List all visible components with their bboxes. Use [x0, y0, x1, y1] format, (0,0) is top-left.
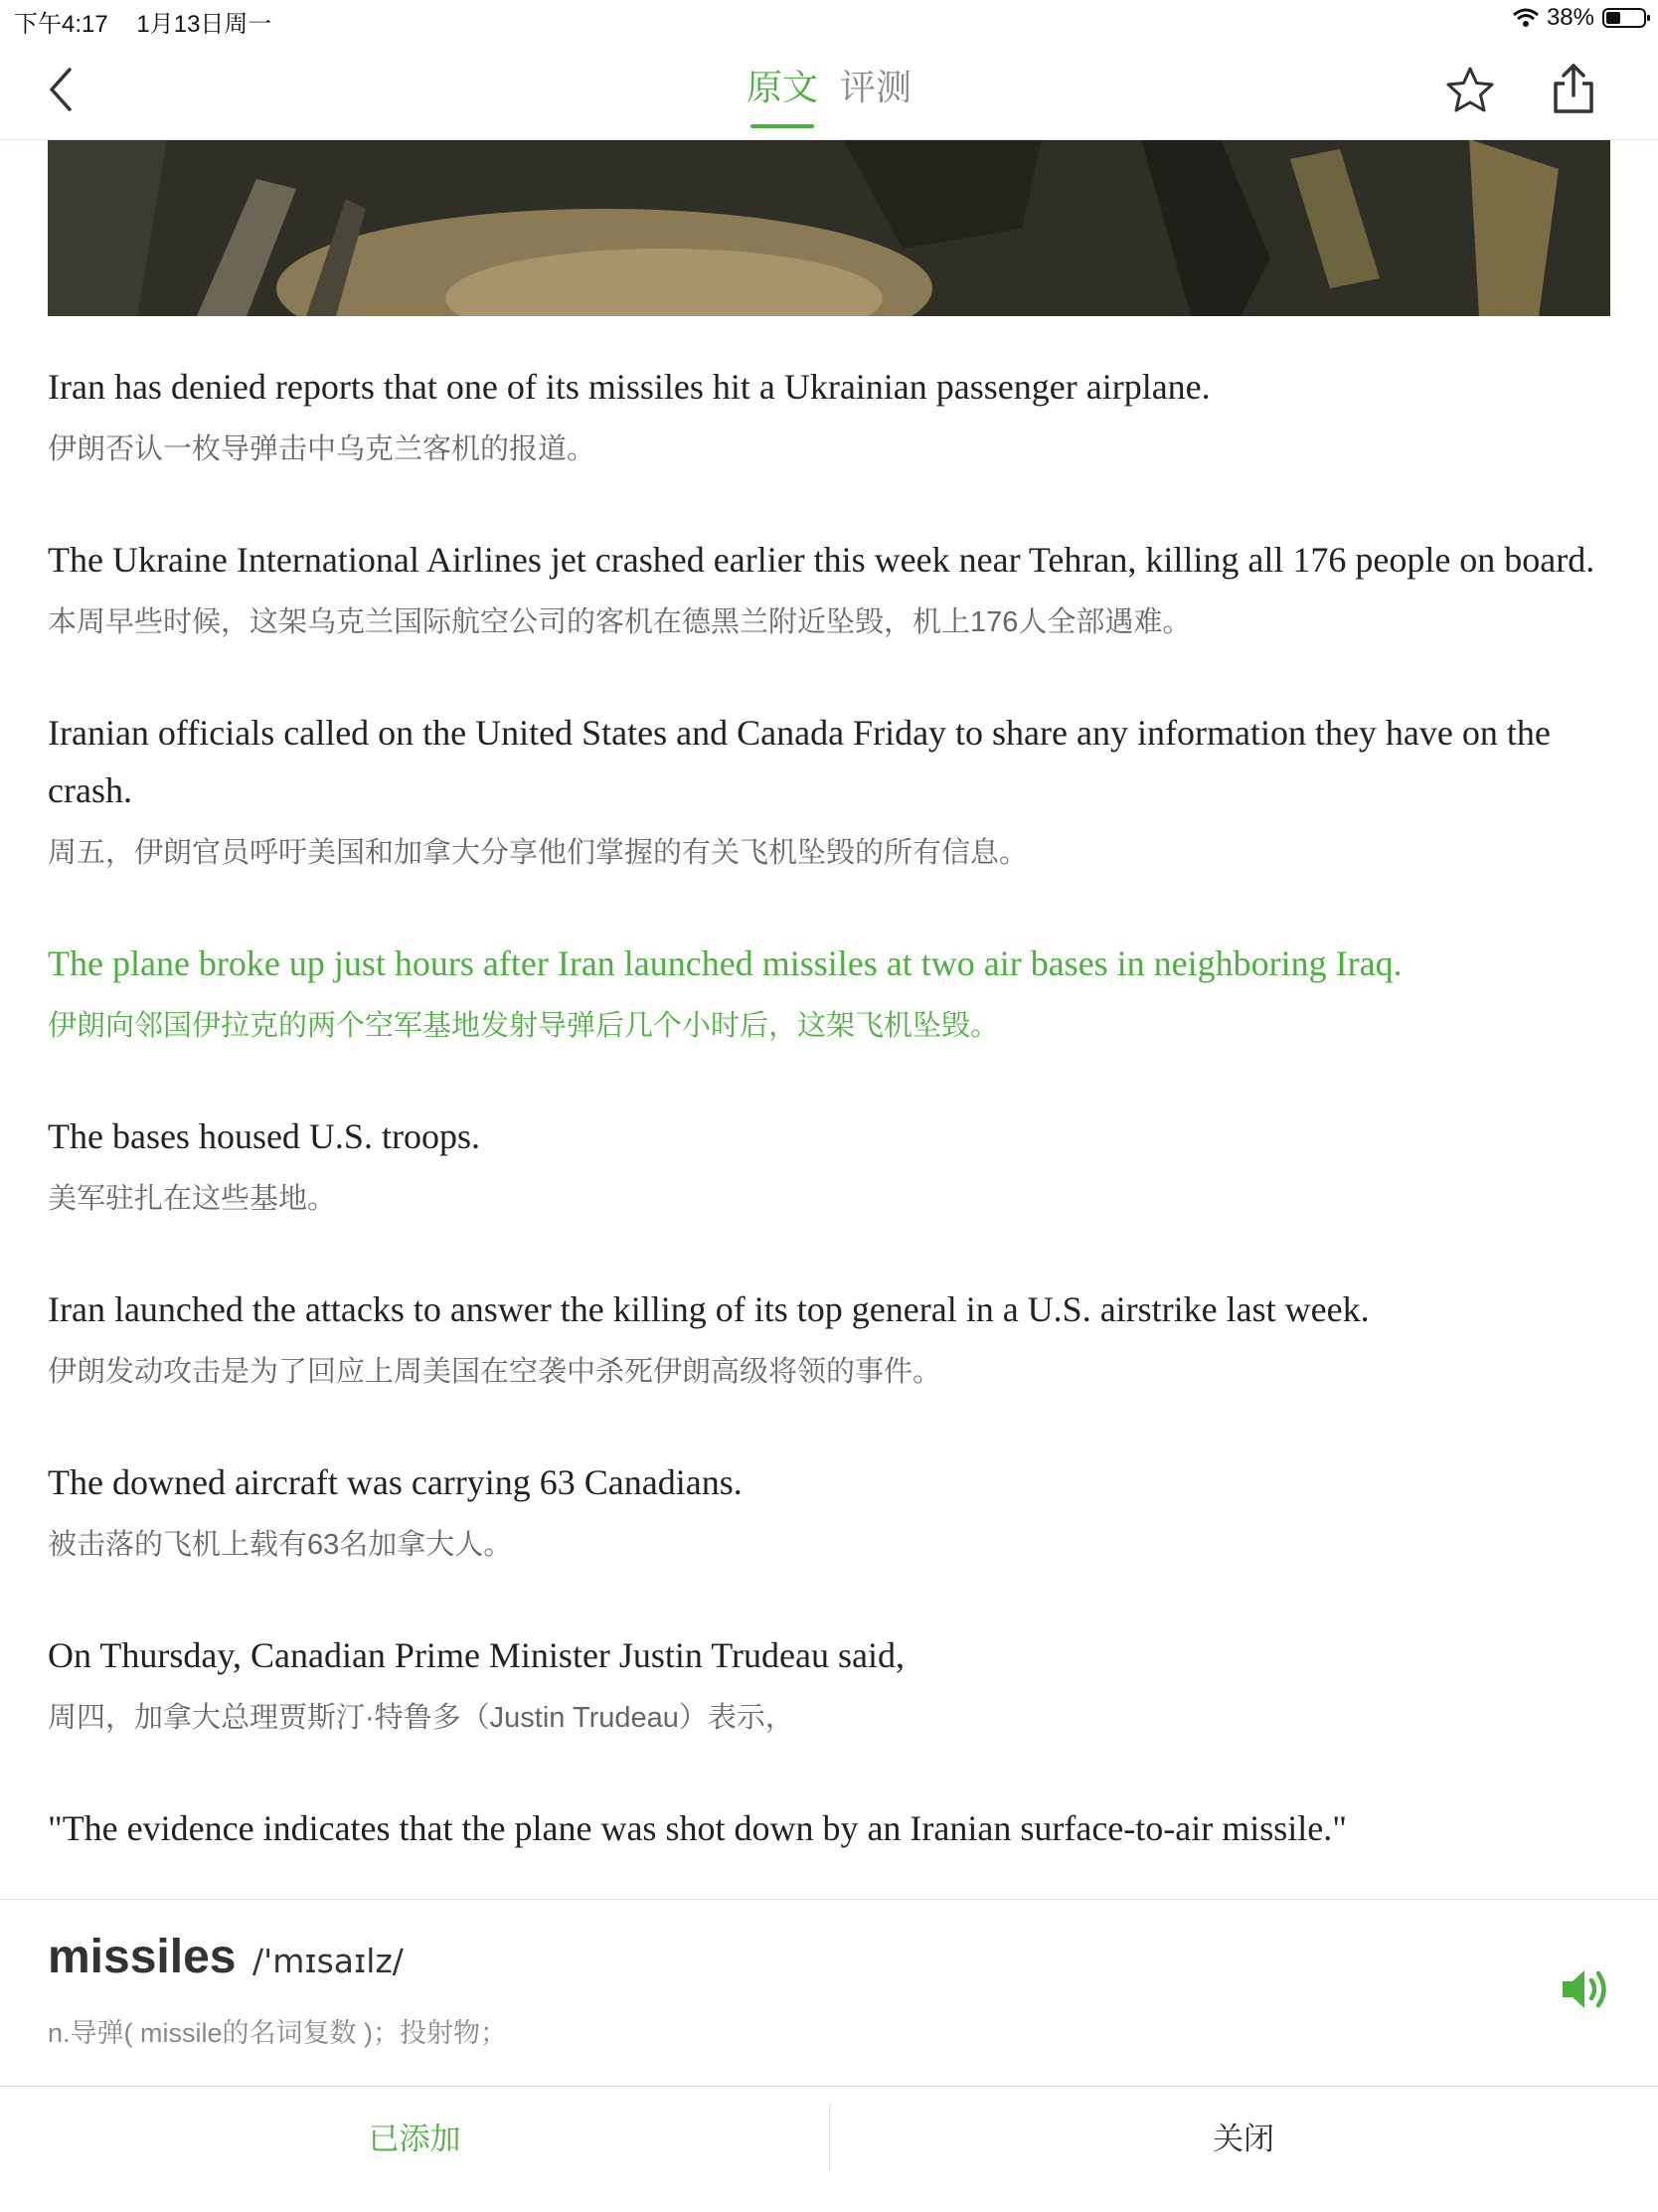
- status-left: [14, 4, 271, 39]
- tab-original[interactable]: 原文: [746, 60, 818, 124]
- paragraph[interactable]: [48, 704, 1618, 875]
- paragraph-translation: 伊朗向邻国伊拉克的两个空军基地发射导弹后几个小时后，这架飞机坠毁。: [48, 1010, 1000, 1042]
- battery-fill: [1606, 12, 1620, 24]
- paragraph[interactable]: [48, 358, 1618, 471]
- status-bar: [0, 0, 1658, 40]
- favorite-button[interactable]: [1443, 64, 1497, 117]
- paragraph-translation: 周四，加拿大总理贾斯汀·特鲁多（Justin Trudeau）表示，: [48, 1702, 794, 1734]
- paragraph-translation: 美军驻扎在这些基地。: [48, 1183, 337, 1215]
- paragraph-english[interactable]: "The evidence indicates that the plane was shot down by an Iranian surface-to-air missile.": [48, 1808, 1347, 1848]
- wifi-icon: [1513, 8, 1539, 28]
- paragraph-translation: 本周早些时候，这架乌克兰国际航空公司的客机在德黑兰附近坠毁，机上176人全部遇难。: [48, 606, 1192, 638]
- paragraph[interactable]: [48, 1799, 1618, 1857]
- share-icon: [1549, 62, 1598, 117]
- close-button[interactable]: 关闭: [1213, 2122, 1274, 2156]
- paragraph[interactable]: [48, 1280, 1618, 1394]
- article-body: [48, 358, 1618, 1917]
- article-photo: [48, 139, 1610, 316]
- paragraph-english[interactable]: Iranian officials called on the United States and Canada Friday to share any information they have on the crash.: [48, 713, 1551, 810]
- paragraph-translation: 伊朗发动攻击是为了回应上周美国在空袭中杀死伊朗高级将领的事件。: [48, 1356, 942, 1388]
- paragraph-english[interactable]: Iran launched the attacks to answer the killing of its top general in a U.S. airstrike last week.: [48, 1289, 1370, 1329]
- share-button[interactable]: [1549, 62, 1598, 117]
- dictionary-phonetic: /'mɪsaɪlz/: [252, 1942, 404, 1980]
- paragraph[interactable]: [48, 1107, 1618, 1221]
- paragraph-translation: 周五，伊朗官员呼吁美国和加拿大分享他们掌握的有关飞机坠毁的所有信息。: [48, 837, 1029, 869]
- paragraph-english[interactable]: On Thursday, Canadian Prime Minister Justin Trudeau said,: [48, 1635, 905, 1675]
- paragraph-english[interactable]: The Ukraine International Airlines jet crashed earlier this week near Tehran, killing all 176 people on board.: [48, 540, 1595, 580]
- battery-icon: [1602, 8, 1646, 28]
- paragraph-highlighted[interactable]: [48, 935, 1618, 1048]
- dictionary-panel: [0, 1899, 1658, 2089]
- added-to-wordbook-button[interactable]: 已添加: [368, 2122, 461, 2156]
- status-date: 1月13日周一: [136, 11, 272, 38]
- tab-evaluation[interactable]: 评测: [840, 67, 912, 107]
- paragraph[interactable]: [48, 1626, 1618, 1740]
- pronounce-button[interactable]: [1557, 1961, 1612, 2017]
- paragraph[interactable]: [48, 1453, 1618, 1567]
- battery-percent: 38%: [1546, 4, 1594, 31]
- paragraph[interactable]: [48, 531, 1618, 644]
- status-time: 下午4:17: [14, 11, 108, 38]
- dictionary-definition: n.导弹( missile的名词复数 )；投射物；: [48, 2018, 508, 2048]
- paragraph-translation: 伊朗否认一枚导弹击中乌克兰客机的报道。: [48, 433, 596, 465]
- bottom-action-bar: [0, 2086, 1658, 2212]
- paragraph-english[interactable]: Iran has denied reports that one of its missiles hit a Ukrainian passenger airplane.: [48, 367, 1211, 407]
- star-icon: [1443, 64, 1497, 117]
- paragraph-translation: 被击落的飞机上载有63名加拿大人。: [48, 1529, 513, 1561]
- paragraph-english[interactable]: The downed aircraft was carrying 63 Canadians.: [48, 1462, 743, 1502]
- paragraph-english[interactable]: The plane broke up just hours after Iran launched missiles at two air bases in neighboring Iraq.: [48, 943, 1403, 983]
- status-right: [1513, 4, 1646, 32]
- photo-illustration: [48, 139, 1610, 316]
- tab-bar: [0, 60, 1658, 124]
- paragraph-english[interactable]: The bases housed U.S. troops.: [48, 1116, 480, 1156]
- dictionary-word: missiles: [48, 1931, 237, 1983]
- nav-bar: [0, 40, 1658, 140]
- speaker-icon: [1557, 1961, 1612, 2017]
